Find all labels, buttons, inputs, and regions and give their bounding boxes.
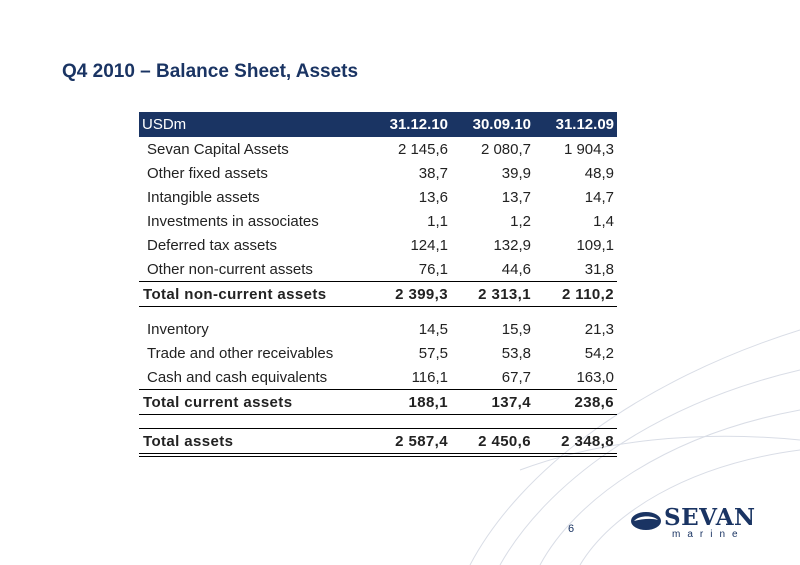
page-number: 6 [568, 523, 575, 535]
row-label: Trade and other receivables [147, 344, 334, 362]
balance-sheet-table [139, 112, 617, 457]
cell-value: 76,1 [418, 260, 448, 278]
row-label: Cash and cash equivalents [147, 368, 328, 386]
cell-value: 2 450,6 [478, 432, 531, 450]
table-double-rule [139, 453, 617, 457]
cell-value: 132,9 [493, 236, 531, 254]
cell-value: 2 110,2 [561, 285, 614, 303]
cell-value: 54,2 [584, 344, 614, 362]
table-row [139, 137, 617, 161]
page-title: Q4 2010 – Balance Sheet, Assets [62, 61, 359, 82]
row-label: Total assets [143, 432, 234, 450]
total-assets-row [139, 429, 617, 453]
cell-value: 38,7 [418, 164, 448, 182]
table-header-row [139, 112, 617, 137]
row-label: Deferred tax assets [147, 236, 278, 254]
cell-value: 1,1 [427, 212, 448, 230]
cell-value: 14,7 [584, 188, 614, 206]
header-col-3: 31.12.09 [555, 116, 614, 133]
cell-value: 21,3 [584, 320, 614, 338]
cell-value: 13,7 [501, 188, 531, 206]
cell-value: 2 080,7 [480, 140, 531, 158]
cell-value: 39,9 [501, 164, 531, 182]
cell-value: 238,6 [574, 393, 614, 411]
header-col-2: 30.09.10 [472, 116, 531, 133]
table-row [139, 257, 617, 281]
cell-value: 57,5 [418, 344, 448, 362]
row-label: Investments in associates [147, 212, 319, 230]
cell-value: 1,2 [510, 212, 531, 230]
header-col-1: 31.12.10 [389, 116, 448, 133]
cell-value: 2 313,1 [478, 285, 531, 303]
cell-value: 67,7 [501, 368, 531, 386]
cell-value: 1,4 [593, 212, 614, 230]
cell-value: 13,6 [418, 188, 448, 206]
cell-value: 109,1 [576, 236, 614, 254]
cell-value: 44,6 [501, 260, 531, 278]
row-label: Other non-current assets [147, 260, 313, 278]
table-row [139, 365, 617, 389]
table-row [139, 209, 617, 233]
cell-value: 116,1 [411, 368, 448, 386]
logo-wordmark: SEVAN [664, 504, 756, 531]
total-non-current-row [139, 282, 617, 306]
header-unit-label: USDm [142, 116, 187, 133]
cell-value: 124,1 [410, 236, 448, 254]
table-row [139, 185, 617, 209]
cell-value: 15,9 [501, 320, 531, 338]
table-row [139, 233, 617, 257]
row-label: Intangible assets [147, 188, 260, 206]
cell-value: 14,5 [418, 320, 448, 338]
logo-subtitle: marine [672, 529, 745, 540]
row-label: Total current assets [143, 393, 293, 411]
total-current-row [139, 390, 617, 414]
cell-value: 2 145,6 [397, 140, 448, 158]
table-row [139, 317, 617, 341]
row-label: Inventory [147, 320, 209, 338]
cell-value: 163,0 [576, 368, 614, 386]
row-label: Total non-current assets [143, 285, 327, 303]
row-label: Other fixed assets [147, 164, 268, 182]
cell-value: 137,4 [491, 393, 531, 411]
cell-value: 31,8 [584, 260, 614, 278]
table-row [139, 341, 617, 365]
cell-value: 48,9 [584, 164, 614, 182]
cell-value: 1 904,3 [563, 140, 614, 158]
row-label: Sevan Capital Assets [147, 140, 289, 158]
table-row [139, 161, 617, 185]
cell-value: 2 348,8 [561, 432, 614, 450]
cell-value: 53,8 [501, 344, 531, 362]
cell-value: 2 399,3 [395, 285, 448, 303]
cell-value: 188,1 [408, 393, 448, 411]
cell-value: 2 587,4 [395, 432, 448, 450]
